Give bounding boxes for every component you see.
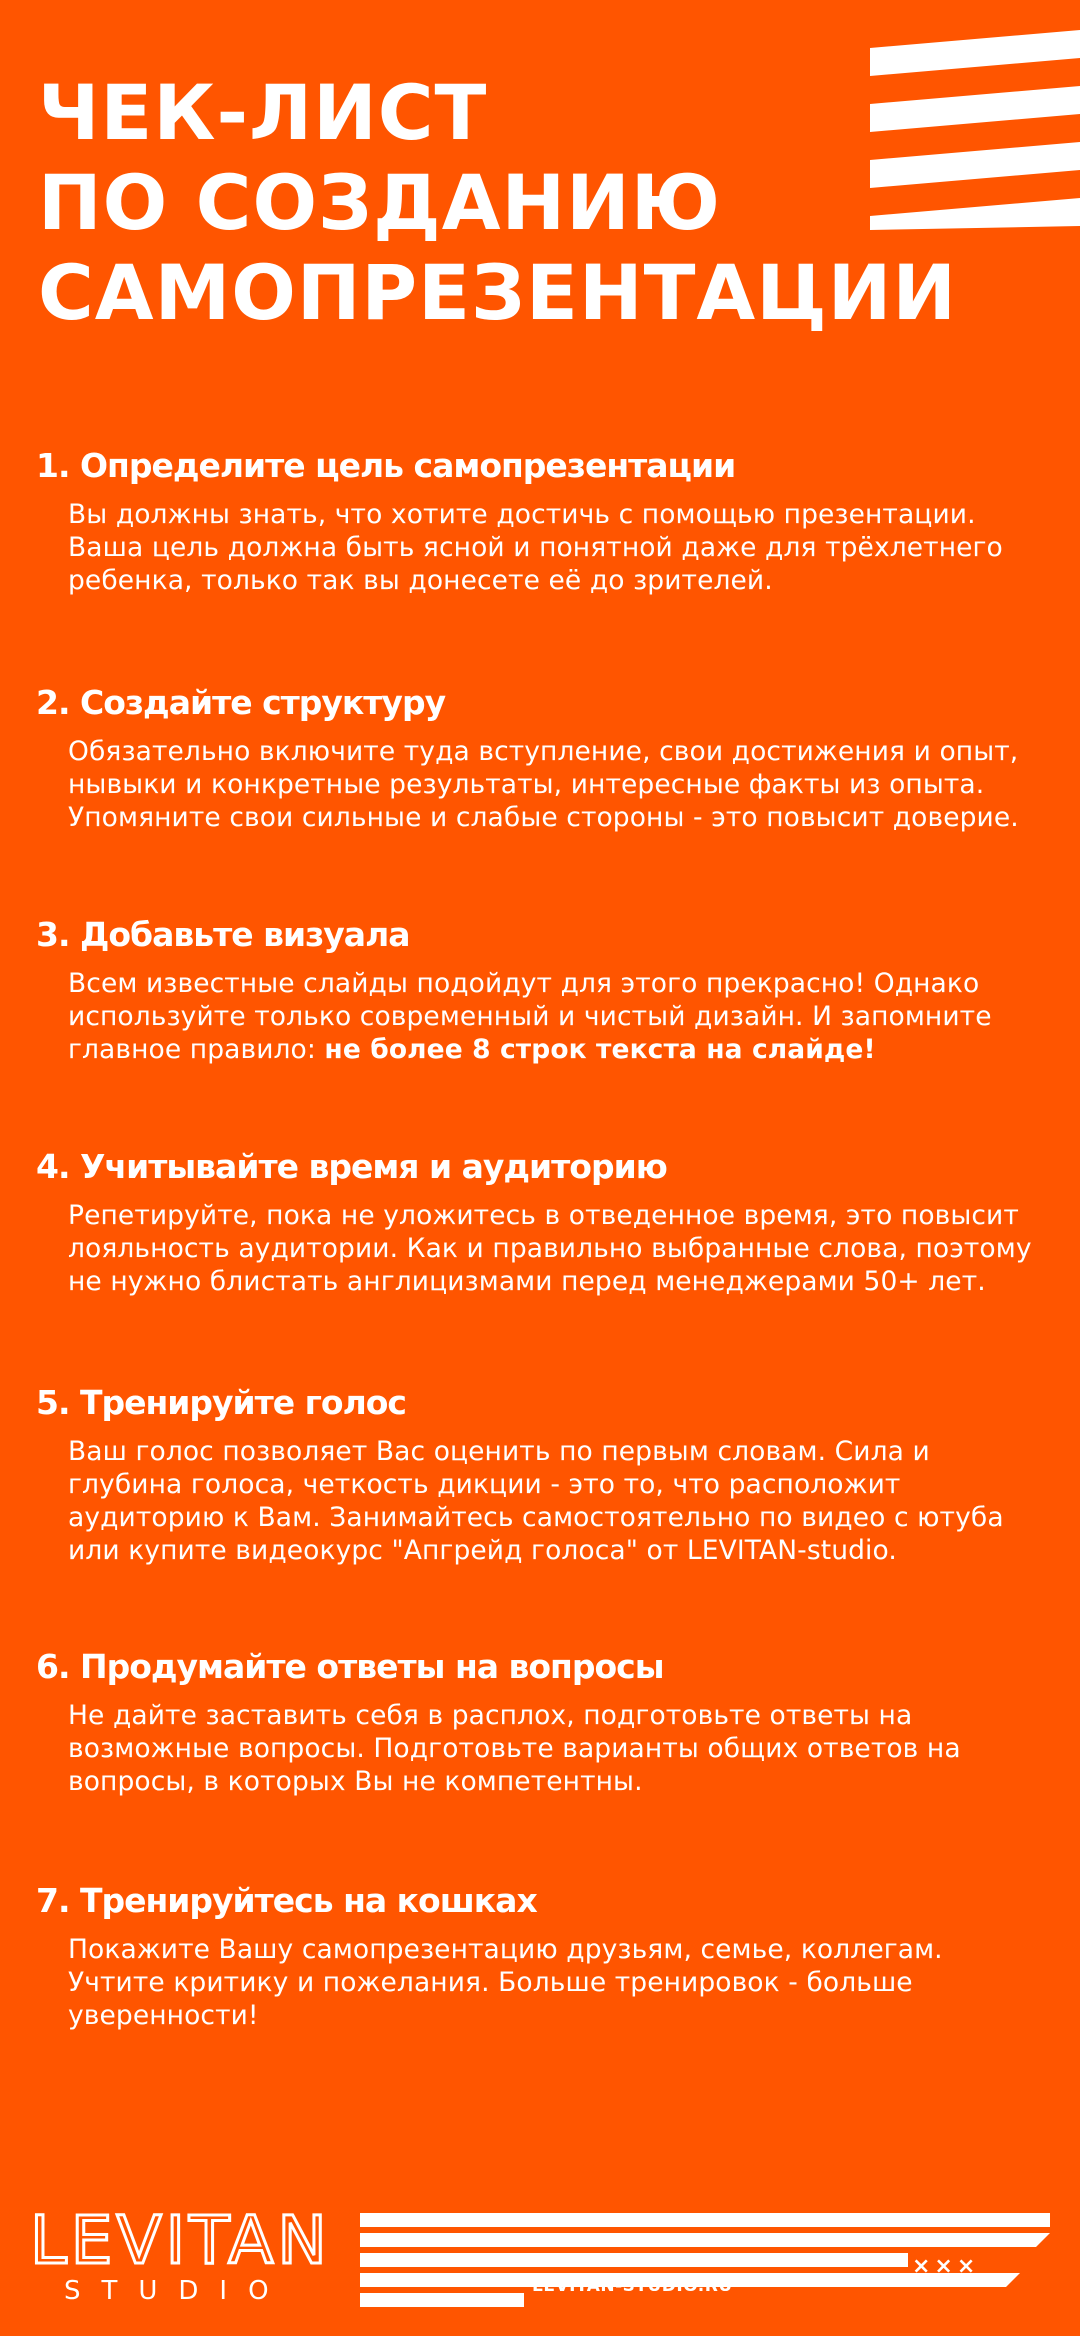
text-line: Ваша цель должна быть ясной и понятной даже для трёхлетнего	[68, 532, 1003, 563]
checklist-item-2	[36, 683, 1046, 834]
text-line: глубина голоса, четкость дикции - это то, что расположит	[68, 1469, 901, 1500]
item-heading: 3. Добавьте визуала	[36, 915, 410, 954]
item-text	[68, 1199, 1046, 1298]
text-line: Учтите критику и пожелания. Больше тренировок - больше	[68, 1967, 913, 1998]
decorative-stripes-top	[860, 30, 1080, 230]
text-line: нывыки и конкретные результаты, интересные факты из опыта.	[68, 769, 985, 800]
page-title	[38, 68, 957, 338]
item-heading: 1. Определите цель самопрезентации	[36, 446, 736, 485]
text-line: аудиторию к Вам. Занимайтесь самостоятельно по видео с ютуба	[68, 1502, 1004, 1533]
decorative-crosses: ×××	[912, 2254, 980, 2279]
text-line: Ваш голос позволяет Вас оценить по первым словам. Сила и	[68, 1436, 930, 1467]
logo-subtitle: STUDIO	[64, 2276, 290, 2306]
text-fragment: главное правило:	[68, 1034, 325, 1065]
levitan-studio-logo	[30, 2202, 331, 2306]
text-line: Обязательно включите туда вступление, свои достижения и опыт,	[68, 736, 1019, 767]
text-line: Вы должны знать, что хотите достичь с помощью презентации.	[68, 499, 976, 530]
item-text	[68, 1435, 1046, 1567]
text-line: Упомяните свои сильные и слабые стороны - это повысит доверие.	[68, 802, 1019, 833]
text-line: возможные вопросы. Подготовьте варианты общих ответов на	[68, 1733, 961, 1764]
text-line: не нужно блистать англицизмами перед менеджерами 50+ лет.	[68, 1266, 986, 1297]
text-line: уверенности!	[68, 2000, 259, 2031]
item-heading: 6. Продумайте ответы на вопросы	[36, 1647, 664, 1686]
checklist-item-1	[36, 446, 1046, 597]
text-line: Не дайте заставить себя в расплох, подготовьте ответы на	[68, 1700, 913, 1731]
item-text	[68, 735, 1046, 834]
text-line: лояльность аудитории. Как и правильно выбранные слова, поэтому	[68, 1233, 1032, 1264]
text-line: Репетируйте, пока не уложитесь в отведенное время, это повысит	[68, 1200, 1019, 1231]
item-heading: 5. Тренируйте голос	[36, 1383, 406, 1422]
highlight-rule: не более 8 строк текста на слайде!	[324, 1034, 876, 1065]
item-text	[68, 967, 1046, 1066]
logo-wordmark: LEVITAN	[30, 2202, 331, 2279]
checklist-item-4	[36, 1147, 1046, 1298]
item-heading: 4. Учитывайте время и аудиторию	[36, 1147, 667, 1186]
item-heading: 2. Создайте структуру	[36, 683, 446, 722]
item-text	[68, 498, 1046, 597]
text-line: или купите видеокурс "Апгрейд голоса" от LEVITAN-studio.	[68, 1535, 897, 1566]
website-link[interactable]: LEVITAN-STUDIO.RU	[532, 2276, 733, 2296]
text-line: Покажите Вашу самопрезентацию друзьям, семье, коллегам.	[68, 1934, 943, 1965]
title-line-2: ПО СОЗДАНИЮ	[38, 158, 721, 247]
checklist-item-7	[36, 1881, 1046, 2032]
item-text	[68, 1699, 1046, 1798]
checklist-item-5	[36, 1383, 1046, 1567]
text-line: Всем известные слайды подойдут для этого прекрасно! Однако	[68, 968, 980, 999]
checklist-item-3	[36, 915, 1046, 1066]
item-heading: 7. Тренируйтесь на кошках	[36, 1881, 537, 1920]
text-line: вопросы, в которых Вы не компетентны.	[68, 1766, 643, 1797]
text-line: ребенка, только так вы донесете её до зрителей.	[68, 565, 773, 596]
text-line: используйте только современный и чистый дизайн. И запомните	[68, 1001, 992, 1032]
text-line	[68, 1033, 1046, 1066]
title-line-3: САМОПРЕЗЕНТАЦИИ	[38, 248, 957, 337]
title-line-1: ЧЕК-ЛИСТ	[38, 68, 488, 157]
item-text	[68, 1933, 1046, 2032]
checklist-item-6	[36, 1647, 1046, 1798]
